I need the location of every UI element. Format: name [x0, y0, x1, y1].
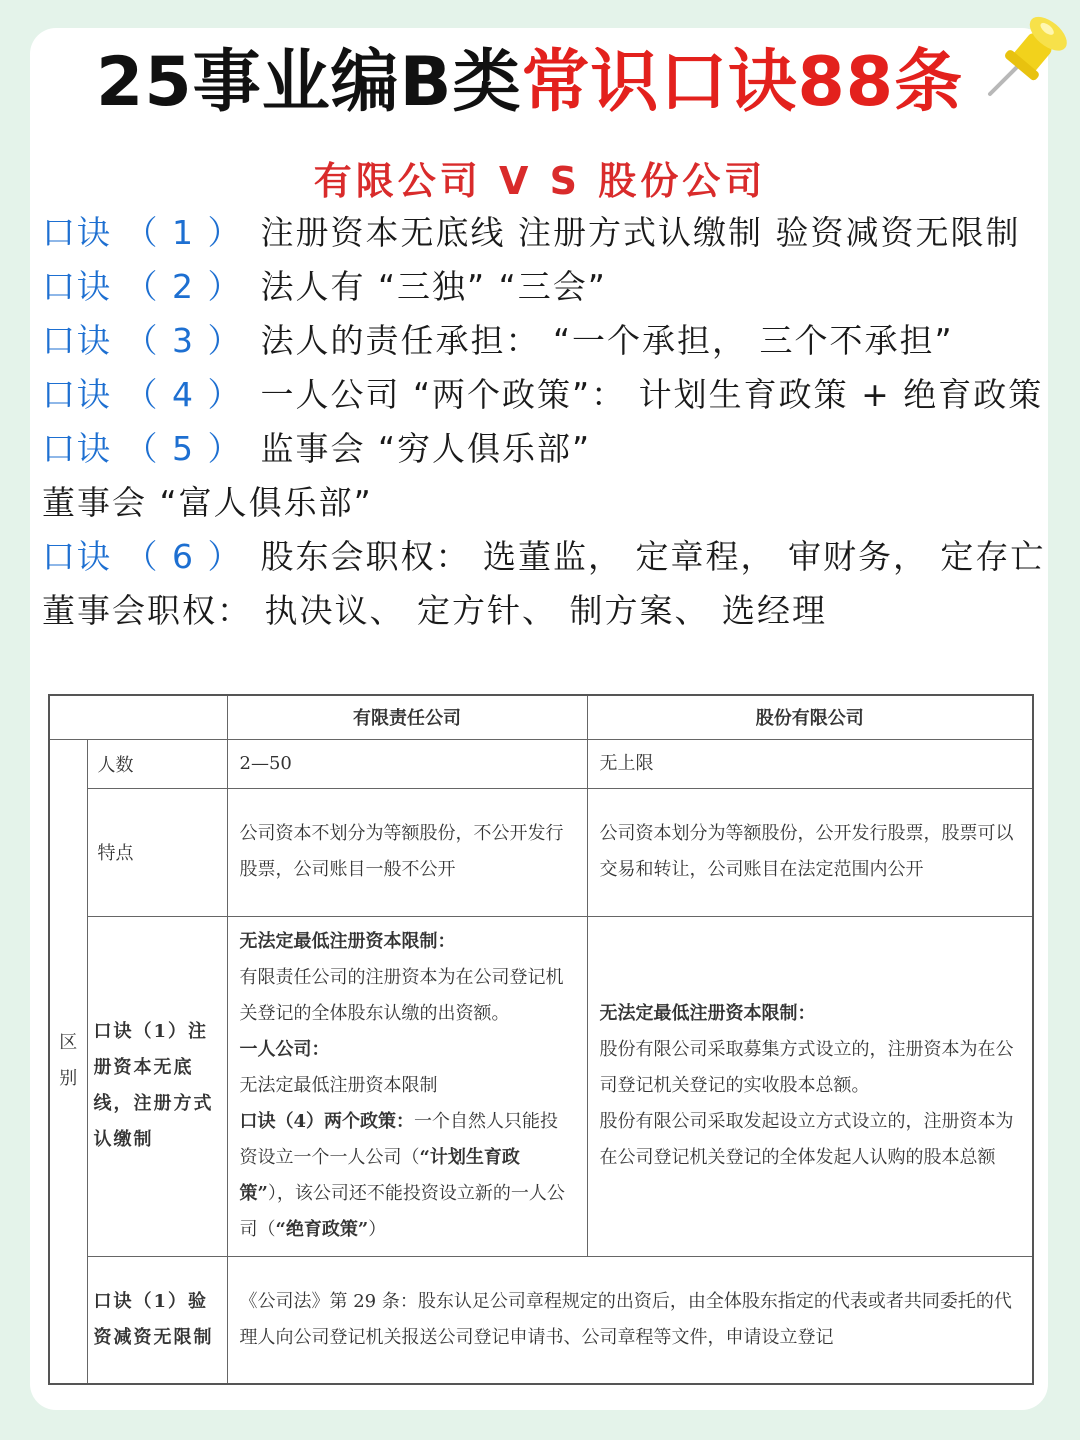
- cell-joint-capital: [587, 916, 1033, 1256]
- limited-p3-text-b: ），该公司还不能投资设立新的一人公司（: [239, 1183, 565, 1240]
- mnemonic-line-2: [42, 260, 1052, 314]
- mnemonic-text: 注册资本无底线 注册方式认缴制 验资减资无限制: [260, 213, 1021, 252]
- table-row: [49, 739, 1033, 788]
- joint-text-2: 股份有限公司采取发起设立方式设立的，注册资本为在公司登记机关登记的全体发起人认购的股本总额: [599, 1111, 1014, 1168]
- joint-text-1: 股份有限公司采取募集方式设立的，注册资本为在公司登记机关登记的实收股本总额。: [599, 1039, 1014, 1096]
- comparison-table: [48, 694, 1034, 1385]
- cell-limited-capital: [227, 916, 587, 1256]
- mnemonic-text: 法人有 “三独” “三会”: [260, 267, 607, 306]
- mnemonic-text: 法人的责任承担： “一个承担， 三个不承担”: [260, 321, 954, 360]
- mnemonic-key: 口诀 （ 5 ）: [42, 429, 243, 468]
- row-label-features: 特点: [87, 788, 227, 916]
- mnemonic-line-1: [42, 206, 1052, 260]
- mnemonic-text: 监事会 “穷人俱乐部”: [260, 429, 592, 468]
- limited-p3-bold-b: “绝育政策”: [275, 1219, 369, 1240]
- title-red-part: 常识口诀88条: [521, 43, 964, 122]
- category-cell: 区 别: [49, 739, 87, 1384]
- limited-p1-text: 有限责任公司的注册资本为在公司登记机关登记的全体股东认缴的出资额。: [239, 967, 564, 1024]
- limited-p1-title: 无法定最低注册资本限制：: [239, 931, 456, 952]
- limited-p3-bold-a: “计划生育政策”: [239, 1147, 520, 1204]
- cell-limited-features: 公司资本不划分为等额股份，不公开发行股票，公司账目一般不公开: [227, 788, 587, 916]
- table-header-row: [49, 695, 1033, 739]
- limited-p3-text-c: ）: [368, 1219, 387, 1240]
- row-label-people: 人数: [87, 739, 227, 788]
- mnemonic-key: 口诀 （ 3 ）: [42, 321, 243, 360]
- mnemonic-line-5: [42, 422, 1052, 476]
- mnemonic-text: 董事会职权： 执决议、 定方针、 制方案、 选经理: [42, 591, 827, 630]
- table-header-empty: [49, 695, 227, 739]
- mnemonic-key: 口诀 （ 2 ）: [42, 267, 243, 306]
- table-header-joint: 股份有限公司: [587, 695, 1033, 739]
- mnemonic-text: 股东会职权： 选董监， 定章程， 审财务， 定存亡: [260, 537, 1046, 576]
- table-row: [49, 788, 1033, 916]
- table-row: [49, 1256, 1033, 1384]
- limited-p3-text-a: 一个自然人只能投资设立一个一人公司（: [239, 1111, 559, 1168]
- mnemonic-key: 口诀 （ 1 ）: [42, 213, 243, 252]
- mnemonic-line-3: [42, 314, 1052, 368]
- mnemonic-key: 口诀 （ 4 ）: [42, 375, 243, 414]
- cell-limited-people: 2—50: [227, 739, 587, 788]
- limited-p2-title: 一人公司：: [239, 1039, 330, 1060]
- subtitle: 有限公司 V S 股份公司: [313, 159, 767, 203]
- table-header-limited: 有限责任公司: [227, 695, 587, 739]
- page-title: [96, 38, 963, 128]
- cell-joint-features: 公司资本划分为等额股份，公开发行股票，股票可以交易和转让，公司账目在法定范围内公开: [587, 788, 1033, 916]
- mnemonic-line-4: [42, 368, 1052, 422]
- limited-p2-text: 无法定最低注册资本限制: [239, 1075, 438, 1096]
- mnemonic-key: 口诀 （ 6 ）: [42, 537, 243, 576]
- joint-title: 无法定最低注册资本限制：: [599, 1003, 816, 1024]
- mnemonic-line-6b: [42, 584, 1052, 638]
- row-label-capital: 口诀（1）注册资本无底线，注册方式认缴制: [87, 916, 227, 1256]
- mnemonic-text: 一人公司 “两个政策”： 计划生育政策 + 绝育政策: [260, 375, 1044, 414]
- limited-p3-title: 口诀（4）两个政策：: [239, 1111, 415, 1132]
- pushpin-icon: [980, 8, 1076, 104]
- mnemonic-list: [42, 206, 1052, 638]
- cell-joint-people: 无上限: [587, 739, 1033, 788]
- title-black-part: 25事业编B类: [96, 43, 522, 122]
- row-label-verification: 口诀（1）验资减资无限制: [87, 1256, 227, 1384]
- table-row: [49, 916, 1033, 1256]
- mnemonic-line-5b: [42, 476, 1052, 530]
- cell-verification: 《公司法》第 29 条：股东认足公司章程规定的出资后，由全体股东指定的代表或者共同委托的代理人向公司登记机关报送公司登记申请书、公司章程等文件，申请设立登记: [227, 1256, 1033, 1384]
- mnemonic-text: 董事会 “富人俱乐部”: [42, 483, 373, 522]
- mnemonic-line-6: [42, 530, 1052, 584]
